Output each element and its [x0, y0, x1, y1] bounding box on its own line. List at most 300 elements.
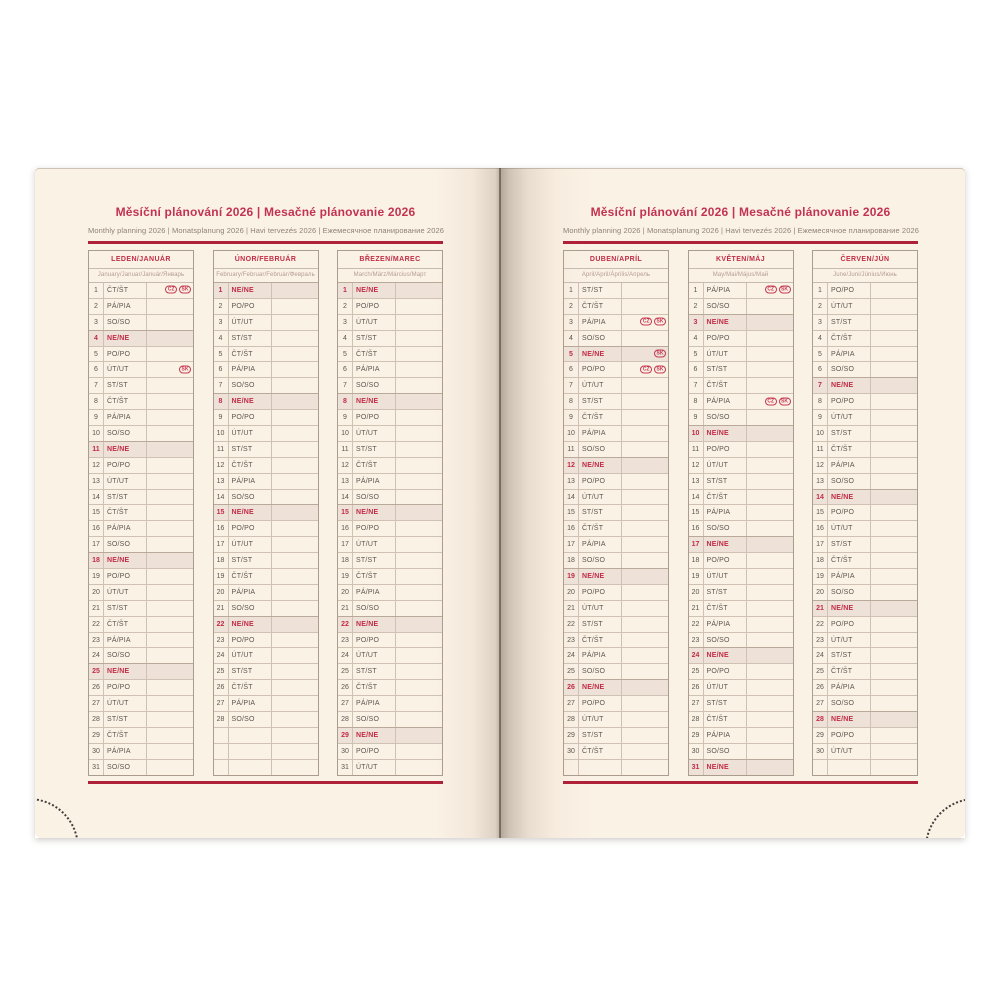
month-table-kv-ten-m-j [688, 250, 794, 776]
bottom-rule [88, 781, 443, 784]
day-number: 12 [338, 458, 353, 473]
day-name: PO/PO [353, 299, 396, 314]
notes-cell [272, 315, 318, 330]
day-number: 3 [214, 315, 229, 330]
notes-cell [272, 347, 318, 362]
day-number: 9 [689, 410, 704, 425]
day-row [813, 728, 917, 744]
day-number: 25 [689, 664, 704, 679]
day-row [564, 442, 668, 458]
day-number [214, 728, 229, 743]
notes-cell [871, 362, 917, 377]
notes-cell [747, 680, 793, 695]
day-number: 14 [564, 490, 579, 505]
day-name: NE/NE [579, 569, 622, 584]
day-number [564, 760, 579, 775]
day-number: 13 [89, 474, 104, 489]
day-row [338, 426, 442, 442]
day-row [214, 585, 318, 601]
day-number: 8 [813, 394, 828, 409]
day-number: 12 [214, 458, 229, 473]
notes-cell [871, 299, 917, 314]
day-number: 10 [338, 426, 353, 441]
day-name: ÚT/UT [104, 362, 147, 377]
day-row [813, 347, 917, 363]
day-name: NE/NE [704, 315, 747, 330]
day-name: ČT/ŠT [229, 569, 272, 584]
day-row [564, 696, 668, 712]
day-name: ST/ST [104, 712, 147, 727]
day-row [214, 331, 318, 347]
day-name: SO/SO [353, 378, 396, 393]
day-number: 7 [338, 378, 353, 393]
day-number: 12 [813, 458, 828, 473]
day-number: 17 [564, 537, 579, 552]
day-number: 11 [689, 442, 704, 457]
day-number: 16 [214, 521, 229, 536]
planner-spread [35, 168, 965, 838]
day-number: 4 [564, 331, 579, 346]
day-number: 16 [89, 521, 104, 536]
notes-cell [272, 490, 318, 505]
notes-cell [871, 315, 917, 330]
notes-cell [871, 648, 917, 663]
notes-cell [622, 458, 668, 473]
day-number: 30 [338, 744, 353, 759]
day-row [564, 490, 668, 506]
day-name: PO/PO [704, 331, 747, 346]
day-row [689, 744, 793, 760]
day-row [813, 585, 917, 601]
day-name: SO/SO [828, 696, 871, 711]
day-row [338, 664, 442, 680]
day-number: 29 [338, 728, 353, 743]
day-name: PO/PO [828, 728, 871, 743]
day-row [338, 442, 442, 458]
day-name: SO/SO [579, 442, 622, 457]
day-name: ÚT/UT [704, 569, 747, 584]
day-number: 22 [338, 617, 353, 632]
day-row [338, 744, 442, 760]
day-number: 15 [214, 505, 229, 520]
day-number [813, 760, 828, 775]
day-number: 13 [214, 474, 229, 489]
day-row [338, 282, 442, 299]
day-name: NE/NE [353, 283, 396, 298]
day-number: 8 [214, 394, 229, 409]
day-name: SO/SO [353, 490, 396, 505]
day-name: ČT/ŠT [353, 347, 396, 362]
day-number: 27 [338, 696, 353, 711]
day-row [689, 474, 793, 490]
day-number: 26 [338, 680, 353, 695]
notes-cell [871, 347, 917, 362]
day-row [689, 680, 793, 696]
day-name: NE/NE [704, 537, 747, 552]
day-row [338, 378, 442, 394]
notes-cell [622, 712, 668, 727]
day-name: ST/ST [104, 378, 147, 393]
day-row [689, 664, 793, 680]
day-row [689, 633, 793, 649]
holiday-badge-sk: SK [179, 286, 191, 294]
day-number: 19 [89, 569, 104, 584]
day-row [214, 442, 318, 458]
day-row [564, 568, 668, 585]
day-name: ČT/ŠT [704, 712, 747, 727]
notes-cell [272, 458, 318, 473]
holiday-badge-sk: SK [654, 350, 666, 358]
day-number: 1 [89, 283, 104, 298]
day-name: PÁ/PIA [579, 315, 622, 330]
day-number: 20 [89, 585, 104, 600]
day-name: ÚT/UT [353, 760, 396, 775]
day-number: 22 [564, 617, 579, 632]
day-number: 25 [813, 664, 828, 679]
day-row [813, 410, 917, 426]
day-row [214, 680, 318, 696]
day-row [689, 505, 793, 521]
day-name: NE/NE [704, 648, 747, 663]
day-row [564, 283, 668, 299]
day-number: 6 [338, 362, 353, 377]
day-number: 18 [564, 553, 579, 568]
holiday-badge-cz: CZ [765, 397, 777, 405]
notes-cell [747, 283, 793, 298]
notes-cell [147, 537, 193, 552]
day-name: PÁ/PIA [353, 585, 396, 600]
day-number: 3 [564, 315, 579, 330]
day-row [564, 744, 668, 760]
day-number: 23 [813, 633, 828, 648]
day-name: PO/PO [704, 442, 747, 457]
day-row [89, 552, 193, 569]
day-number: 6 [214, 362, 229, 377]
day-row [89, 458, 193, 474]
day-row [813, 521, 917, 537]
day-row [564, 585, 668, 601]
day-number: 9 [564, 410, 579, 425]
day-number: 11 [813, 442, 828, 457]
day-number: 8 [89, 394, 104, 409]
day-row [214, 569, 318, 585]
notes-cell [622, 537, 668, 552]
notes-cell [396, 378, 442, 393]
day-number: 24 [813, 648, 828, 663]
day-name: SO/SO [229, 490, 272, 505]
day-number: 7 [813, 378, 828, 393]
day-row [564, 521, 668, 537]
day-name: ÚT/UT [229, 426, 272, 441]
day-number: 4 [338, 331, 353, 346]
day-row [214, 553, 318, 569]
notes-cell [747, 490, 793, 505]
day-name: ST/ST [353, 442, 396, 457]
notes-cell [147, 505, 193, 520]
day-row [689, 601, 793, 617]
day-number: 10 [89, 426, 104, 441]
day-name: PO/PO [704, 664, 747, 679]
day-name: SO/SO [704, 410, 747, 425]
notes-cell [622, 633, 668, 648]
day-name: NE/NE [104, 553, 147, 568]
day-number: 7 [89, 378, 104, 393]
day-row [564, 728, 668, 744]
notes-cell [396, 331, 442, 346]
month-languages: March/März/Március/Март [338, 269, 442, 283]
day-name: NE/NE [104, 664, 147, 679]
day-number: 14 [89, 490, 104, 505]
day-name: SO/SO [704, 633, 747, 648]
day-name: PÁ/PIA [104, 410, 147, 425]
day-number: 17 [689, 537, 704, 552]
day-number: 6 [689, 362, 704, 377]
empty-row [214, 744, 318, 760]
day-row [214, 504, 318, 521]
notes-cell [147, 410, 193, 425]
day-row [89, 283, 193, 299]
day-number: 21 [564, 601, 579, 616]
day-row [689, 696, 793, 712]
day-number: 11 [564, 442, 579, 457]
day-row [813, 426, 917, 442]
day-name [229, 760, 272, 775]
day-number: 6 [564, 362, 579, 377]
day-row [564, 378, 668, 394]
day-name: NE/NE [704, 426, 747, 441]
notes-cell [622, 664, 668, 679]
day-row [338, 680, 442, 696]
day-number: 7 [564, 378, 579, 393]
month-languages: February/Februar/Február/Февраль [214, 269, 318, 283]
month-table--erven-j-n [812, 250, 918, 776]
day-name: ÚT/UT [828, 744, 871, 759]
notes-cell [147, 728, 193, 743]
day-row [338, 585, 442, 601]
notes-cell [147, 378, 193, 393]
notes-cell [747, 299, 793, 314]
day-number: 4 [689, 331, 704, 346]
day-number: 18 [338, 553, 353, 568]
notes-cell [871, 442, 917, 457]
day-number: 19 [564, 569, 579, 584]
day-row [89, 490, 193, 506]
notes-cell [147, 744, 193, 759]
day-number: 14 [338, 490, 353, 505]
notes-cell [396, 458, 442, 473]
day-number: 26 [689, 680, 704, 695]
day-name: SO/SO [353, 712, 396, 727]
day-name: PÁ/PIA [579, 648, 622, 663]
day-name: ČT/ŠT [104, 505, 147, 520]
month-table-leden-janu-r [88, 250, 194, 776]
day-name: NE/NE [579, 347, 622, 362]
day-number: 10 [813, 426, 828, 441]
day-row [813, 648, 917, 664]
notes-cell [747, 362, 793, 377]
page-left-content [88, 203, 443, 793]
day-number: 19 [689, 569, 704, 584]
day-name: ÚT/UT [828, 410, 871, 425]
day-name: ÚT/UT [704, 680, 747, 695]
notes-cell [272, 474, 318, 489]
day-number: 26 [564, 680, 579, 695]
notes-cell [396, 299, 442, 314]
holiday-badge-cz: CZ [640, 318, 652, 326]
day-name: PO/PO [229, 410, 272, 425]
notes-cell [396, 728, 442, 743]
day-name: PÁ/PIA [828, 569, 871, 584]
day-name: ST/ST [229, 442, 272, 457]
day-row [813, 315, 917, 331]
day-name: ÚT/UT [353, 537, 396, 552]
day-row [813, 617, 917, 633]
day-number: 2 [813, 299, 828, 314]
day-number: 17 [338, 537, 353, 552]
day-number [214, 760, 229, 775]
notes-cell [272, 680, 318, 695]
day-name: ČT/ŠT [828, 553, 871, 568]
day-number: 30 [813, 744, 828, 759]
day-row [813, 299, 917, 315]
notes-cell [147, 601, 193, 616]
day-row [564, 457, 668, 474]
day-number: 5 [689, 347, 704, 362]
day-row [338, 315, 442, 331]
day-number: 2 [214, 299, 229, 314]
day-row [338, 537, 442, 553]
day-number: 21 [214, 601, 229, 616]
empty-row [813, 760, 917, 775]
page-title: Měsíční plánování 2026 | Mesačné plánovanie 2026 [115, 205, 416, 219]
notes-cell [871, 458, 917, 473]
day-name: ST/ST [229, 331, 272, 346]
notes-cell [272, 505, 318, 520]
notes-cell [396, 315, 442, 330]
day-name: ST/ST [704, 474, 747, 489]
day-name: PO/PO [353, 410, 396, 425]
day-row [813, 711, 917, 728]
day-name: PÁ/PIA [828, 347, 871, 362]
notes-cell [396, 601, 442, 616]
day-number: 11 [89, 442, 104, 457]
day-number: 15 [89, 505, 104, 520]
day-row [338, 504, 442, 521]
day-number: 16 [813, 521, 828, 536]
day-name: NE/NE [104, 331, 147, 346]
notes-cell [747, 347, 793, 362]
day-name: NE/NE [229, 505, 272, 520]
day-number: 20 [813, 585, 828, 600]
day-number: 22 [89, 617, 104, 632]
notes-cell [622, 394, 668, 409]
day-name: NE/NE [353, 505, 396, 520]
notes-cell [147, 299, 193, 314]
day-row [689, 283, 793, 299]
day-number: 5 [338, 347, 353, 362]
day-number: 9 [214, 410, 229, 425]
day-name: SO/SO [828, 474, 871, 489]
notes-cell [396, 362, 442, 377]
notes-cell [871, 553, 917, 568]
notes-cell [747, 648, 793, 663]
day-number: 27 [564, 696, 579, 711]
holiday-badge-sk: SK [179, 365, 191, 373]
day-row [338, 362, 442, 378]
day-row [689, 553, 793, 569]
holiday-badge-sk: SK [654, 318, 666, 326]
notes-cell [272, 394, 318, 409]
day-row [689, 728, 793, 744]
day-number: 28 [689, 712, 704, 727]
day-number: 15 [689, 505, 704, 520]
notes-cell [272, 521, 318, 536]
day-number: 3 [338, 315, 353, 330]
day-number: 24 [214, 648, 229, 663]
day-row [689, 759, 793, 775]
day-name: ÚT/UT [704, 458, 747, 473]
day-name: PÁ/PIA [229, 362, 272, 377]
day-name: SO/SO [704, 299, 747, 314]
day-name [579, 760, 622, 775]
day-row [564, 505, 668, 521]
notes-cell [147, 569, 193, 584]
notes-cell [871, 760, 917, 775]
day-name: NE/NE [579, 680, 622, 695]
notes-cell [396, 712, 442, 727]
day-name: PO/PO [579, 585, 622, 600]
day-number: 13 [338, 474, 353, 489]
day-row [214, 648, 318, 664]
day-name: SO/SO [579, 331, 622, 346]
notes-cell [747, 633, 793, 648]
day-number: 14 [813, 490, 828, 505]
day-row [338, 521, 442, 537]
day-name: SO/SO [104, 315, 147, 330]
notes-cell [871, 633, 917, 648]
day-row [689, 647, 793, 664]
day-row [89, 505, 193, 521]
day-row [564, 679, 668, 696]
day-name: ČT/ŠT [828, 442, 871, 457]
notes-cell [147, 283, 193, 298]
day-row [564, 664, 668, 680]
notes-cell [871, 712, 917, 727]
day-number: 28 [89, 712, 104, 727]
day-name: ST/ST [828, 315, 871, 330]
day-name: SO/SO [104, 760, 147, 775]
month-name: LEDEN/JANUÁR [89, 251, 193, 269]
notes-cell [147, 426, 193, 441]
day-number: 29 [564, 728, 579, 743]
day-name: ST/ST [579, 283, 622, 298]
notes-cell [747, 442, 793, 457]
day-row [689, 490, 793, 506]
notes-cell [622, 490, 668, 505]
day-number: 9 [813, 410, 828, 425]
notes-cell [396, 283, 442, 298]
day-number: 29 [89, 728, 104, 743]
day-name: SO/SO [229, 378, 272, 393]
day-name: SO/SO [704, 521, 747, 536]
notes-cell [622, 331, 668, 346]
day-name: NE/NE [353, 394, 396, 409]
notes-cell [622, 601, 668, 616]
day-row [564, 601, 668, 617]
day-number: 3 [89, 315, 104, 330]
day-number: 11 [214, 442, 229, 457]
notes-cell [622, 474, 668, 489]
